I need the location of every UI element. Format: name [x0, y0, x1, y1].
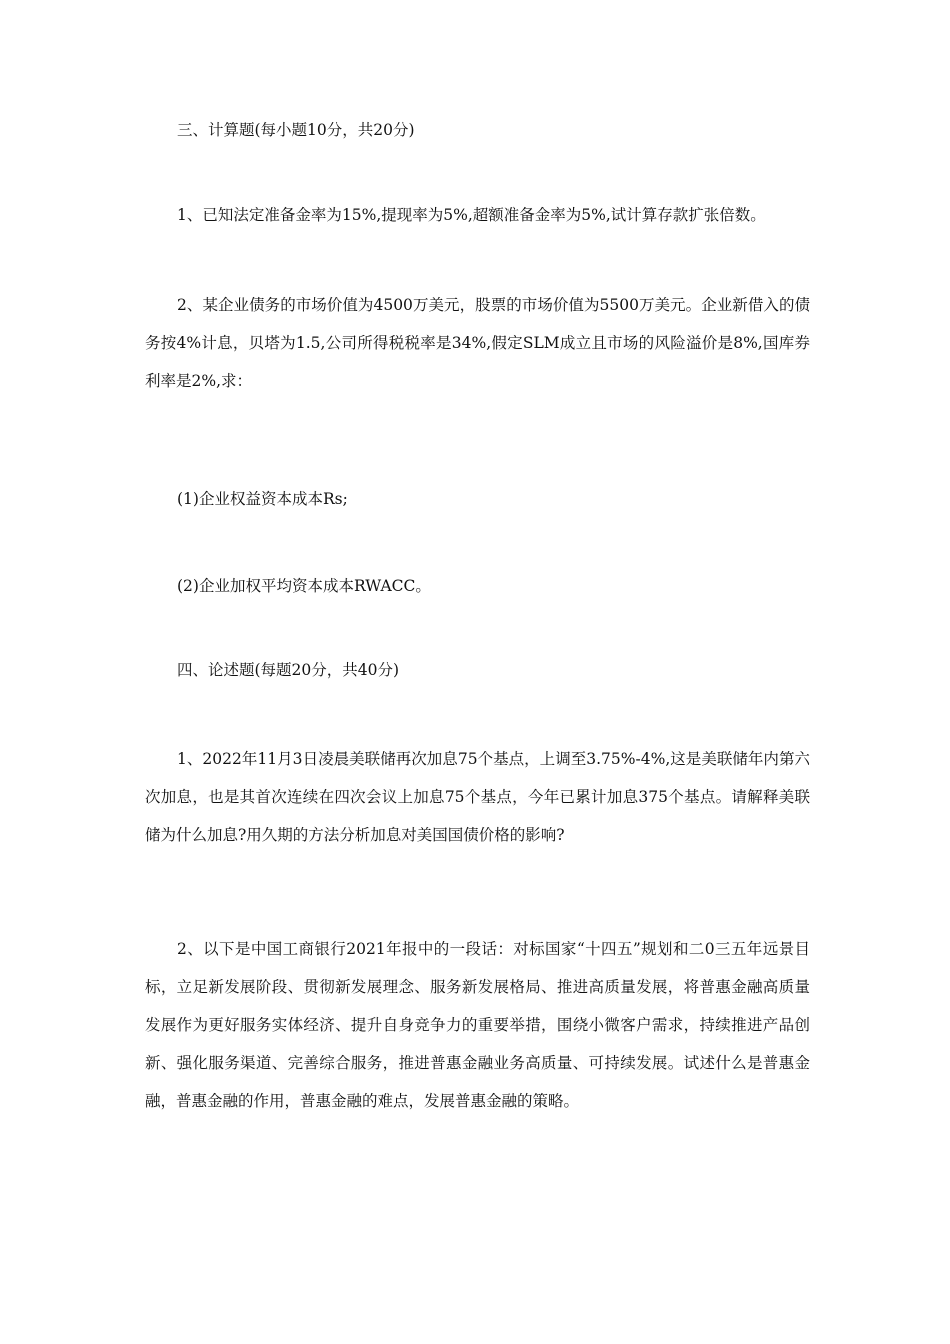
section-4-heading: 四、论述题(每题20分，共40分) [177, 661, 400, 679]
essay-question-2: 2、以下是中国工商银行2021年报中的一段话：对标国家“十四五”规划和二0三五年远景目标，立足新发展阶段、贯彻新发展理念、服务新发展格局、推进高质量发展，将普惠金融高质量发展作为更好服务实体经济、提升自身竞争力的重要举措，围绕小微客户需求，持续推进产品创新、强化服务渠道、完善综合服务，推进普惠金融业务高质量、可持续发展。试述什么是普惠金融，普惠金融的作用，普惠金融的难点，发展普惠金融的策略。 [145, 940, 810, 1110]
calc-question-2: 2、某企业债务的市场价值为4500万美元，股票的市场价值为5500万美元。企业新借入的债务按4%计息，贝塔为1.5,公司所得税税率是34%,假定SLM成立且市场的风险溢价是8%,国库券利率是2%,求： [145, 296, 810, 390]
calc-question-2-part-1: (1)企业权益资本成本Rs; [177, 490, 348, 508]
essay-question-1: 1、2022年11月3日凌晨美联储再次加息75个基点，上调至3.75%-4%,这是美联储年内第六次加息，也是其首次连续在四次会议上加息75个基点，今年已累计加息375个基点。请解释美联储为什么加息?用久期的方法分析加息对美国国债价格的影响? [145, 750, 810, 844]
calc-question-1: 1、已知法定准备金率为15%,提现率为5%,超额准备金率为5%,试计算存款扩张倍数。 [177, 206, 766, 224]
calc-question-2-part-2: (2)企业加权平均资本成本RWACC。 [177, 577, 431, 595]
section-3-heading: 三、计算题(每小题10分，共20分) [177, 121, 415, 139]
